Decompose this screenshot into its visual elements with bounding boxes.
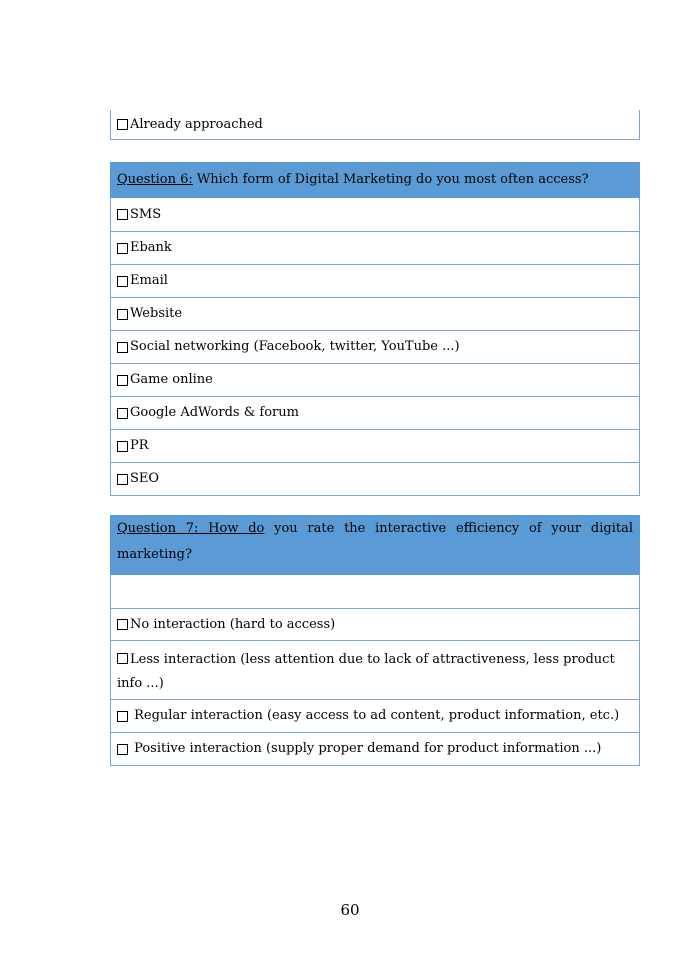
checkbox[interactable]: [117, 653, 128, 664]
question6-text: Which form of Digital Marketing do you most often access?: [192, 172, 589, 187]
checkbox[interactable]: [117, 441, 128, 452]
checkbox[interactable]: [117, 408, 128, 419]
option-row[interactable]: [110, 700, 640, 733]
option-label: No interaction (hard to access): [130, 616, 336, 632]
option-row[interactable]: [110, 298, 640, 331]
checkbox[interactable]: [117, 309, 128, 320]
option-row[interactable]: [110, 430, 640, 463]
checkbox[interactable]: [117, 474, 128, 485]
option-row[interactable]: [110, 265, 640, 298]
checkbox[interactable]: [117, 342, 128, 353]
option-row[interactable]: [110, 364, 640, 397]
option-label: Website: [130, 306, 183, 321]
option-label: Less interaction (less attention due to lack of attractiveness, less product info ...): [117, 652, 615, 691]
question7-text: you rate the interactive efficiency of your digital marketing?: [117, 521, 633, 562]
checkbox[interactable]: [117, 744, 128, 755]
option-label: Google AdWords & forum: [130, 405, 299, 420]
question6-number: Question 6:: [117, 172, 193, 187]
option-label: PR: [130, 438, 149, 453]
option-row[interactable]: [110, 331, 640, 364]
question6-header: [110, 162, 640, 198]
checkbox[interactable]: [117, 276, 128, 287]
question7-table: [110, 515, 640, 766]
option-row[interactable]: [110, 397, 640, 430]
question6-table: [110, 162, 640, 496]
option-label: Social networking (Facebook, twitter, YouTube ...): [130, 339, 460, 354]
question7-number: Question 7: How do: [117, 521, 265, 536]
option-label: Positive interaction (supply proper demand for product information ...): [130, 741, 602, 756]
previous-question-table: [110, 110, 640, 140]
checkbox[interactable]: [117, 119, 128, 130]
option-row[interactable]: [110, 609, 640, 641]
option-label: Email: [130, 273, 168, 288]
question7-header: [110, 515, 640, 575]
option-row[interactable]: [110, 232, 640, 265]
option-row[interactable]: [110, 641, 640, 700]
checkbox[interactable]: [117, 243, 128, 254]
option-row[interactable]: [110, 463, 640, 496]
option-row[interactable]: [110, 733, 640, 766]
option-label: Regular interaction (easy access to ad content, product information, etc.): [130, 708, 620, 723]
option-row[interactable]: [110, 110, 640, 140]
option-label: Game online: [130, 372, 213, 387]
option-label: SMS: [130, 206, 162, 222]
option-label: Ebank: [130, 240, 172, 255]
checkbox[interactable]: [117, 619, 128, 630]
empty-row: [110, 575, 640, 609]
option-label: SEO: [130, 471, 160, 486]
option-row[interactable]: [110, 198, 640, 232]
page-number: 60: [340, 901, 360, 919]
checkbox[interactable]: [117, 209, 128, 220]
checkbox[interactable]: [117, 375, 128, 386]
option-label: Already approached: [130, 116, 263, 132]
checkbox[interactable]: [117, 711, 128, 722]
